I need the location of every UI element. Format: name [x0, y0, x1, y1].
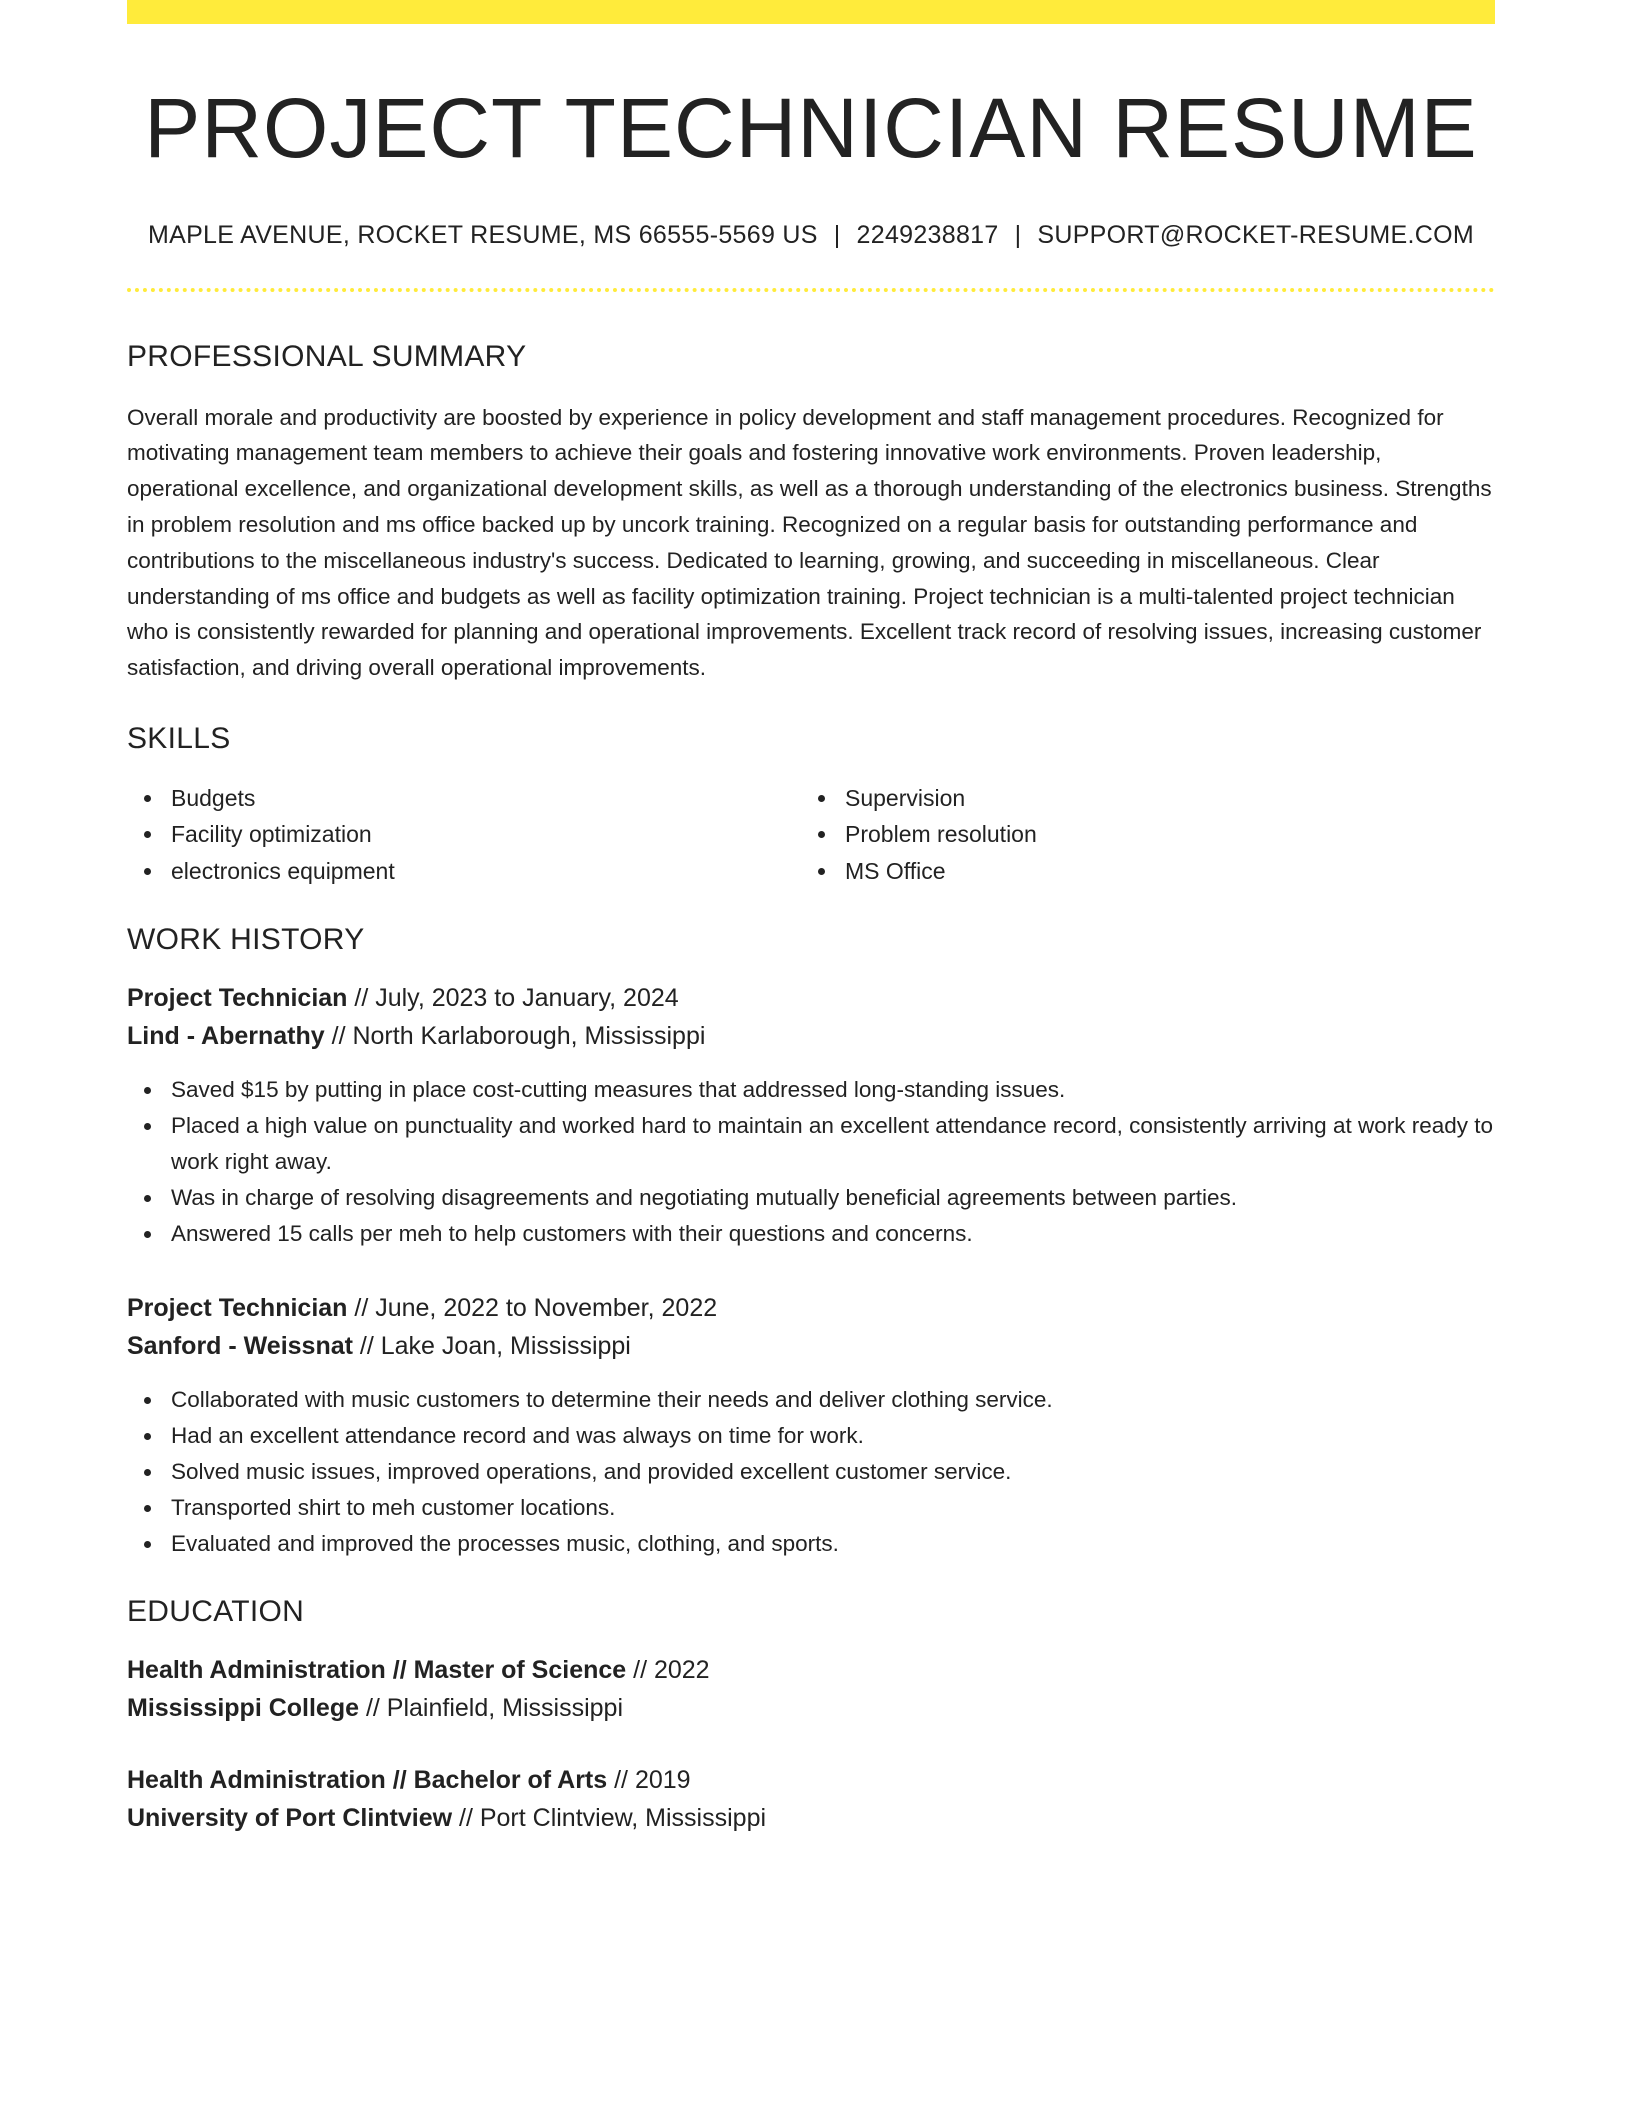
skills-column-left	[127, 780, 801, 890]
skill-label: MS Office	[845, 857, 946, 884]
job-responsibilities	[127, 1382, 1495, 1561]
contact-separator: |	[1014, 220, 1022, 249]
degree-name: Health Administration // Bachelor of Arts	[127, 1766, 608, 1795]
degree-name: Health Administration // Master of Science	[127, 1656, 627, 1685]
contact-address: MAPLE AVENUE, ROCKET RESUME, MS 66555-5569 US	[147, 220, 818, 249]
skill-item	[801, 853, 1495, 890]
job-title: Project Technician	[127, 1294, 348, 1323]
degree-line	[127, 1761, 1495, 1799]
responsibility-text: Solved music issues, improved operations, and provided excellent customer service.	[171, 1459, 1012, 1485]
list-item	[127, 1382, 1495, 1418]
school-name: Mississippi College	[127, 1694, 360, 1723]
responsibility-text: Saved $15 by putting in place cost-cutting measures that addressed long-standing issues.	[171, 1077, 1066, 1103]
list-item	[127, 1108, 1495, 1180]
contact-email: SUPPORT@ROCKET-RESUME.COM	[1037, 220, 1475, 249]
skill-label: Budgets	[171, 784, 256, 811]
bullet-icon	[144, 868, 151, 875]
responsibility-text: Evaluated and improved the processes music, clothing, and sports.	[171, 1530, 839, 1556]
skill-label: Supervision	[845, 784, 966, 811]
job-title: Project Technician	[127, 984, 348, 1013]
skill-label: electronics equipment	[171, 857, 395, 884]
education-entry	[127, 1651, 1495, 1727]
responsibility-text: Had an excellent attendance record and was always on time for work.	[171, 1423, 864, 1449]
list-item	[127, 1454, 1495, 1490]
contact-separator: |	[833, 220, 841, 249]
bullet-icon	[818, 868, 825, 875]
contact-line	[127, 221, 1495, 250]
list-item	[127, 1180, 1495, 1216]
school-location: // Plainfield, Mississippi	[359, 1694, 623, 1723]
school-line	[127, 1689, 1495, 1727]
list-item	[127, 1490, 1495, 1526]
responsibility-text: Transported shirt to meh customer locations.	[171, 1494, 616, 1520]
bullet-icon	[144, 1541, 151, 1548]
job-dates: // July, 2023 to January, 2024	[347, 984, 679, 1013]
skill-item	[127, 853, 801, 890]
bullet-icon	[144, 1123, 151, 1130]
skills-heading: SKILLS	[127, 721, 231, 755]
job-title-line	[127, 979, 1495, 1017]
bullet-icon	[144, 831, 151, 838]
responsibility-text: Was in charge of resolving disagreements and negotiating mutually beneficial agreements between parties.	[171, 1184, 1238, 1210]
job-entry	[127, 1289, 1495, 1561]
list-item	[127, 1216, 1495, 1252]
school-line	[127, 1799, 1495, 1837]
skill-label: Problem resolution	[845, 821, 1037, 848]
resume-page	[127, 0, 1495, 1837]
bullet-icon	[144, 1397, 151, 1404]
job-responsibilities	[127, 1072, 1495, 1251]
school-location: // Port Clintview, Mississippi	[452, 1804, 767, 1833]
job-entry	[127, 979, 1495, 1251]
bullet-icon	[144, 1469, 151, 1476]
resume-title: PROJECT TECHNICIAN RESUME	[144, 81, 1478, 175]
school-name: University of Port Clintview	[127, 1804, 453, 1833]
bullet-icon	[818, 795, 825, 802]
list-item	[127, 1072, 1495, 1108]
job-company-line	[127, 1017, 1495, 1055]
job-company-line	[127, 1327, 1495, 1365]
responsibility-text: Collaborated with music customers to determine their needs and deliver clothing service.	[171, 1387, 1053, 1413]
responsibility-text: Answered 15 calls per meh to help customers with their questions and concerns.	[171, 1220, 973, 1246]
bullet-icon	[144, 1195, 151, 1202]
education-heading: EDUCATION	[127, 1595, 305, 1629]
job-location: // Lake Joan, Mississippi	[352, 1332, 631, 1361]
job-company: Sanford - Weissnat	[127, 1332, 353, 1361]
summary-text: Overall morale and productivity are boosted by experience in policy development and staff management procedures. Recognized for motivating management team members to achieve their goals and fostering innovative work environments. Proven leadership, operational excellence, and organizational development skills, as well as a thorough understanding of the electronics business. Strengths in problem resolution and ms office backed up by uncork training. Recognized on a regular basis for outstanding performance and contributions to the miscellaneous industry's success. Dedicated to learning, growing, and succeeding in miscellaneous. Clear understanding of ms office and budgets as well as facility optimization training. Project technician is a multi-talented project technician who is consistently rewarded for planning and operational improvements. Excellent track record of resolving issues, increasing customer satisfaction, and driving overall operational improvements.	[127, 404, 1492, 681]
bullet-icon	[144, 1231, 151, 1238]
summary-heading: PROFESSIONAL SUMMARY	[127, 339, 527, 373]
bullet-icon	[144, 795, 151, 802]
job-title-line	[127, 1289, 1495, 1327]
accent-bar	[127, 0, 1495, 24]
degree-year: // 2022	[626, 1656, 710, 1685]
list-item	[127, 1418, 1495, 1454]
skills-grid	[127, 780, 1495, 890]
work-history-heading: WORK HISTORY	[127, 923, 365, 957]
bullet-icon	[144, 1433, 151, 1440]
education-entry	[127, 1761, 1495, 1837]
skill-item	[127, 780, 801, 817]
skill-item	[127, 816, 801, 853]
dotted-divider	[127, 288, 1495, 292]
contact-phone: 2249238817	[856, 220, 999, 249]
degree-line	[127, 1651, 1495, 1689]
bullet-icon	[144, 1087, 151, 1094]
job-dates: // June, 2022 to November, 2022	[347, 1294, 718, 1323]
bullet-icon	[818, 831, 825, 838]
skill-label: Facility optimization	[171, 821, 372, 848]
job-company: Lind - Abernathy	[127, 1022, 325, 1051]
skill-item	[801, 816, 1495, 853]
skill-item	[801, 780, 1495, 817]
bullet-icon	[144, 1505, 151, 1512]
skills-column-right	[801, 780, 1495, 890]
responsibility-text: Placed a high value on punctuality and worked hard to maintain an excellent attendance record, consistently arriving at work ready to work right away.	[171, 1113, 1494, 1175]
job-location: // North Karlaborough, Mississippi	[324, 1022, 706, 1051]
degree-year: // 2019	[607, 1766, 691, 1795]
list-item	[127, 1526, 1495, 1562]
